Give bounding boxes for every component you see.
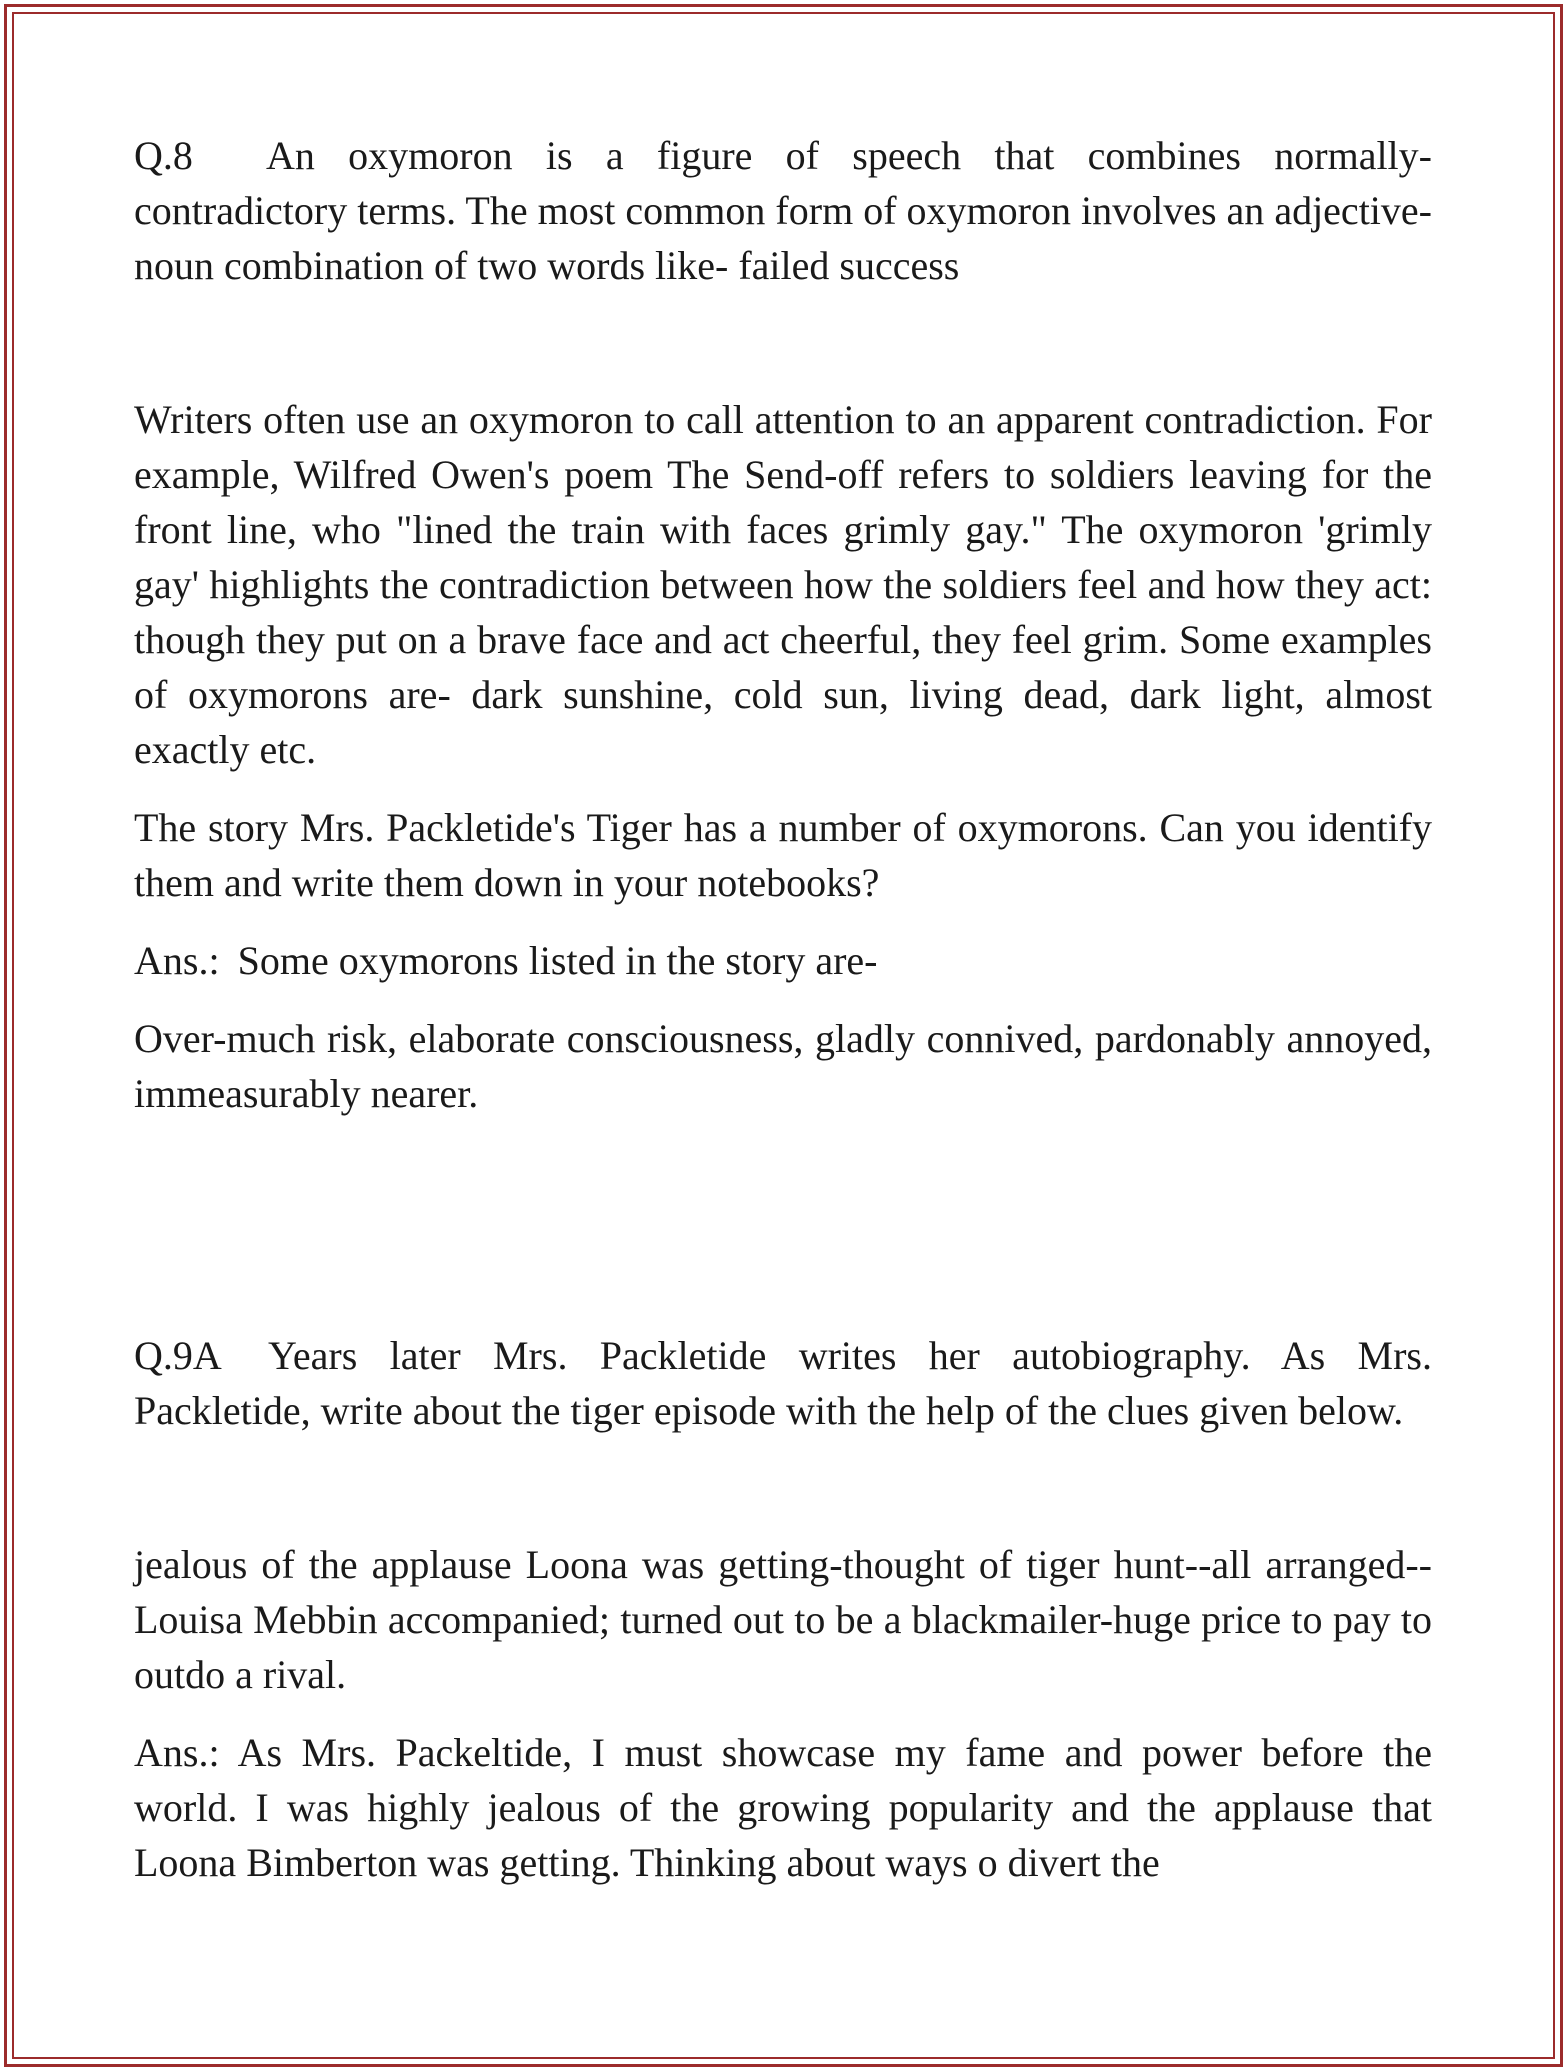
question-8-text: An oxymoron is a figure of speech that combines normally-contradictory terms. The most common form of oxymoron involves an adjective-noun combination of two words like- failed success bbox=[134, 133, 1432, 288]
question-9a-clues: jealous of the applause Loona was getting-thought of tiger hunt--all arranged-- Louisa Mebbin accompanied; turned out to be a blackmailer-huge price to pay to outdo a rival. bbox=[134, 1542, 1432, 1697]
question-9a-label: Q.9A bbox=[134, 1333, 222, 1378]
question-8-label: Q.8 bbox=[134, 133, 193, 178]
question-9a-text: Years later Mrs. Packletide writes her autobiography. As Mrs. Packletide, write about the tiger episode with the help of the clues given below. bbox=[134, 1333, 1432, 1433]
question-9a-answer-text: As Mrs. Packeltide, I must showcase my fame and power before the world. I was highly jealous of the growing popularity and the applause that Loona Bimberton was getting. Thinking about ways o divert the bbox=[134, 1730, 1432, 1885]
question-9a-answer-label: Ans.: bbox=[134, 1730, 220, 1775]
question-8-answer bbox=[134, 933, 1432, 988]
question-8 bbox=[134, 128, 1432, 293]
page-content bbox=[134, 128, 1432, 1890]
question-8-answer-text: Some oxymorons listed in the story are- bbox=[237, 938, 878, 983]
question-8-paragraph-2: The story Mrs. Packletide's Tiger has a number of oxymorons. Can you identify them and write them down in your notebooks? bbox=[134, 805, 1432, 905]
question-9a-answer bbox=[134, 1725, 1432, 1890]
question-9a bbox=[134, 1328, 1432, 1438]
question-8-paragraph-1: Writers often use an oxymoron to call attention to an apparent contradiction. For example, Wilfred Owen's poem The Send-off refers to soldiers leaving for the front line, who "lined the train with faces grimly gay." The oxymoron 'grimly gay' highlights the contradiction between how the soldiers feel and how they act: though they put on a brave face and act cheerful, they feel grim. Some examples of oxymorons are- dark sunshine, cold sun, living dead, dark light, almost exactly etc. bbox=[134, 397, 1432, 772]
question-8-answer-label: Ans.: bbox=[134, 938, 220, 983]
question-8-answer-list: Over-much risk, elaborate consciousness, gladly connived, pardonably annoyed, immeasurably nearer. bbox=[134, 1016, 1432, 1116]
